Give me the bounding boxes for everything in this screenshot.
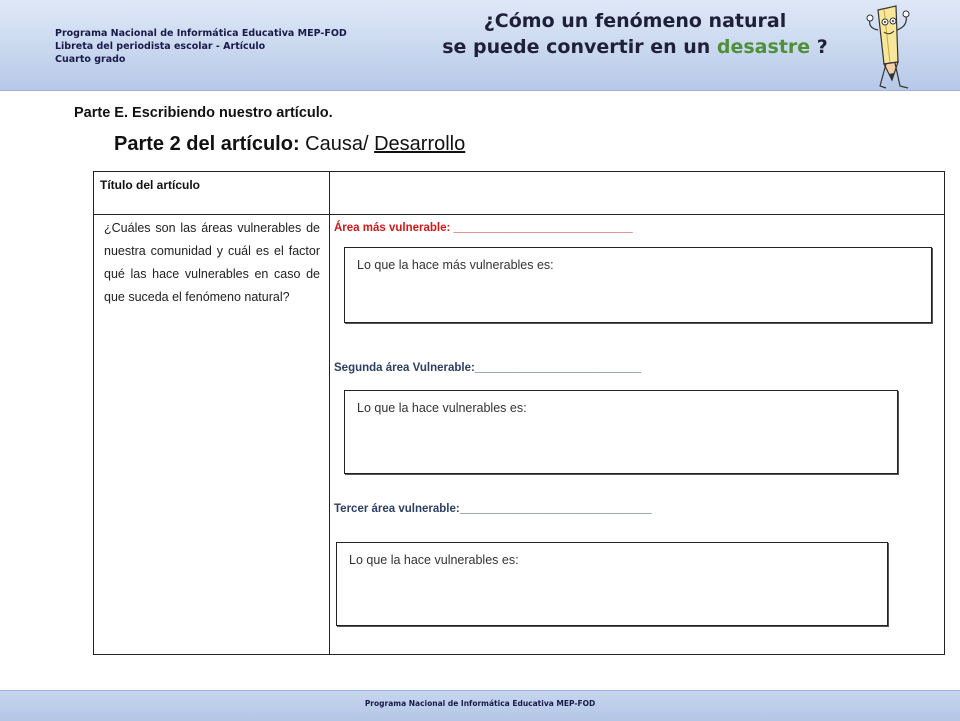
- area-box-3[interactable]: [336, 542, 888, 626]
- title-line-1: ¿Cómo un fenómeno natural: [483, 10, 787, 32]
- page-header: [0, 0, 960, 91]
- area-box-3-label: Lo que la hace vulnerables es:: [349, 553, 519, 567]
- part-2-heading: [114, 133, 465, 156]
- pencil-character-icon: [862, 0, 918, 92]
- section-heading: Parte E. Escribiendo nuestro artículo.: [74, 105, 333, 121]
- title-line-2: [440, 34, 830, 60]
- program-name: Programa Nacional de Informática Educativa MEP-FOD: [55, 28, 347, 39]
- page-title: [440, 8, 830, 60]
- area-label-3: Tercer área vulnerable:______________________________: [334, 503, 652, 515]
- article-table: [93, 171, 945, 655]
- title-line-2-post: ?: [810, 36, 828, 58]
- title-highlight: desastre: [716, 36, 811, 58]
- notebook-name: Libreta del periodista escolar - Artículo: [55, 41, 266, 52]
- row-divider: [94, 214, 944, 215]
- area-box-1-label: Lo que la hace más vulnerables es:: [357, 258, 554, 272]
- program-info: [55, 27, 347, 66]
- area-label-1: Área más vulnerable: ____________________________: [334, 222, 633, 234]
- area-label-2: Segunda área Vulnerable:__________________________: [334, 362, 642, 374]
- grade-label: Cuarto grado: [55, 54, 126, 65]
- part-2-cause: Causa/: [299, 133, 375, 155]
- area-box-1[interactable]: [344, 247, 932, 323]
- area-box-2[interactable]: [344, 390, 898, 474]
- column-divider: [329, 172, 330, 654]
- area-box-2-label: Lo que la hace vulnerables es:: [357, 401, 527, 415]
- article-title-label: Título del artículo: [100, 178, 201, 192]
- part-2-label: Parte 2 del artículo:: [114, 133, 300, 155]
- title-line-2-pre: se puede convertir en un: [442, 36, 717, 58]
- part-2-development: Desarrollo: [374, 133, 466, 155]
- page-footer: [0, 690, 960, 721]
- vulnerability-question: ¿Cuáles son las áreas vulnerables de nuestra comunidad y cuál es el factor qué las hace vulnerables en caso de que suceda el fenómeno natural?: [104, 221, 320, 304]
- footer-text: Programa Nacional de Informática Educativa MEP-FOD: [364, 699, 596, 708]
